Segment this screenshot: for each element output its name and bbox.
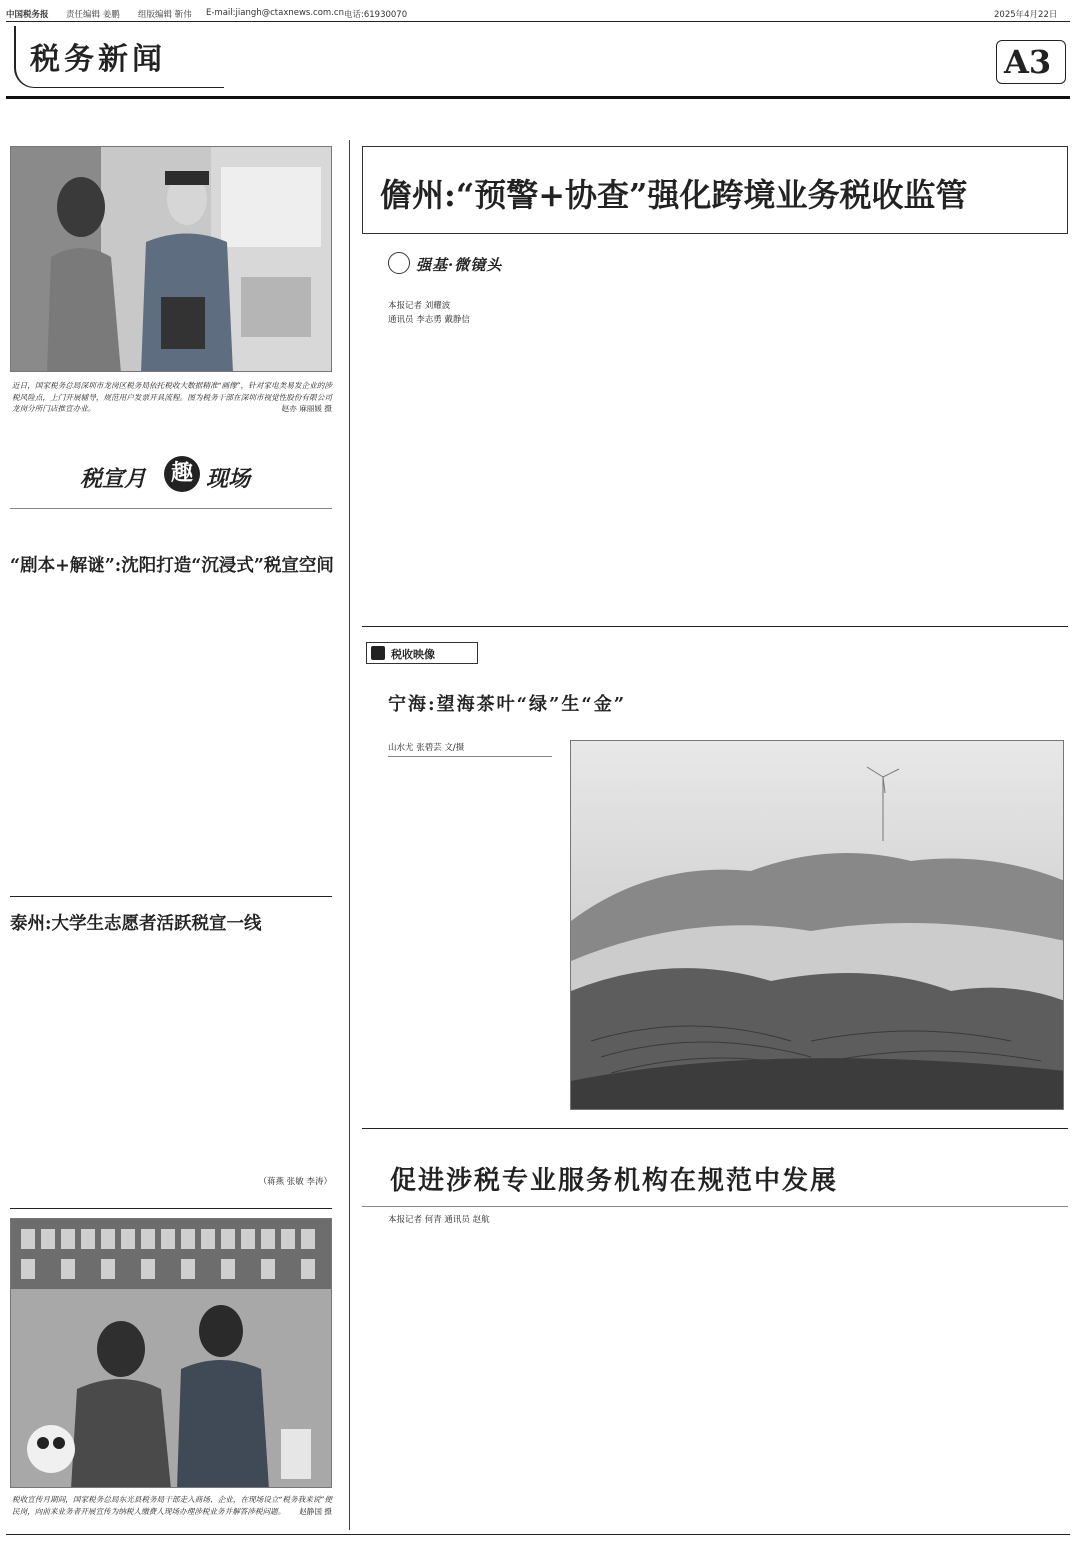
page-number: A3 <box>1004 43 1052 81</box>
photo2-credit: 赵静国 摄 <box>299 1506 332 1516</box>
story2-column-2 <box>176 948 332 1180</box>
story5-column-3 <box>734 1214 888 1520</box>
story4-body <box>388 764 552 1114</box>
story3-column-3 <box>694 244 828 612</box>
logo-rule <box>10 508 332 509</box>
story5-byline: 本报记者 何青 通讯员 赵航 <box>388 1215 490 1225</box>
photo-tea-plantation-art <box>571 741 1064 1110</box>
story1-column-2 <box>176 590 332 880</box>
story5-column-1 <box>388 1230 542 1520</box>
photo1-credit: 赵亦 麻丽媛 摄 <box>281 404 332 413</box>
story2-rule <box>10 1208 332 1209</box>
photo-service-desk <box>10 1218 332 1488</box>
story1-headline: “剧本+解谜”:沈阳打造“沉浸式”税宣空间 <box>10 556 334 576</box>
story3-column-1 <box>388 336 520 612</box>
story5-head-rule <box>362 1206 1068 1207</box>
story1-column-1 <box>12 590 166 880</box>
column-tag-text: 税收映像 <box>391 648 435 661</box>
section-title: 税务新闻 <box>30 42 166 77</box>
film-icon <box>371 646 385 660</box>
header-rule <box>6 21 1070 22</box>
story1-rule <box>10 896 332 897</box>
story3-byline-1: 本报记者 刘耀波 <box>388 301 451 311</box>
story4-rule <box>362 1128 1068 1129</box>
issue-date: 2025年4月22日 <box>994 10 1058 20</box>
phone: 电话:61930070 <box>344 10 408 20</box>
layout-editor: 组版编辑 靳伟 <box>138 10 192 20</box>
story2-headline: 泰州:大学生志愿者活跃税宣一线 <box>10 914 262 934</box>
story5-column-4 <box>906 1214 1064 1520</box>
story3-headline: 儋州:“预警+协查”强化跨境业务税收监管 <box>380 176 968 214</box>
photo-service-desk-art <box>11 1219 332 1488</box>
photo-tax-officer <box>10 146 332 372</box>
story3-column-tag <box>388 250 538 278</box>
email: E-mail:jiangh@ctaxnews.com.cn <box>206 8 344 18</box>
story2-column-1 <box>12 948 166 1204</box>
footer-rule <box>6 1534 1070 1535</box>
story4-byline: 山水尤 张碧芸 文/摄 <box>388 743 465 753</box>
story2-credit: （蒋燕 张敏 李涛） <box>258 1177 332 1187</box>
story3-column-2 <box>540 244 674 612</box>
story3-column-4 <box>846 244 1064 612</box>
column-tag-text: 强基·微镜头 <box>416 256 503 274</box>
story4-headline: 宁海:望海茶叶“绿”生“金” <box>388 694 627 715</box>
logo-part-c: 现场 <box>206 467 251 492</box>
camera-icon <box>388 252 410 274</box>
story4-byline-rule <box>388 756 552 757</box>
story5-column-2 <box>562 1214 716 1520</box>
photo1-caption: 近日，国家税务总局深圳市龙岗区税务局依托税收大数据精准“画像”，针对家电类易发企业的涉税风险点，上门开展辅导，规范用户发票开具流程。图为税务干部在深圳市视觉性股份有限公司龙岗分所门店推宣办业。 赵亦 麻丽媛 摄 <box>12 381 332 413</box>
header-thick-rule <box>6 96 1070 99</box>
photo2-caption: 税收宣传月期间，国家税务总局东光县税务局干部走入商场、企业，在现场设立“税务我来说”便民岗，向前来业务者开展宣传为纳税人缴费人现场办理涉税业务并解答涉税问题。 赵静国 摄 <box>12 1495 332 1516</box>
story3-rule <box>362 626 1068 627</box>
story4-column-tag <box>366 642 478 664</box>
logo-part-b: 趣 <box>164 456 200 492</box>
column-divider <box>349 140 350 1530</box>
paper-name: 中国税务报 <box>6 10 49 20</box>
story3-byline-2: 通讯员 李志勇 戴静信 <box>388 315 470 325</box>
logo-part-a: 税宣月 <box>80 467 147 492</box>
photo-tea-plantation <box>570 740 1064 1110</box>
photo-tax-officer-art <box>11 147 332 372</box>
column-logo-tax-month <box>60 456 320 496</box>
editor: 责任编辑 姜鹏 <box>66 10 120 20</box>
story5-headline: 促进涉税专业服务机构在规范中发展 <box>390 1166 839 1196</box>
